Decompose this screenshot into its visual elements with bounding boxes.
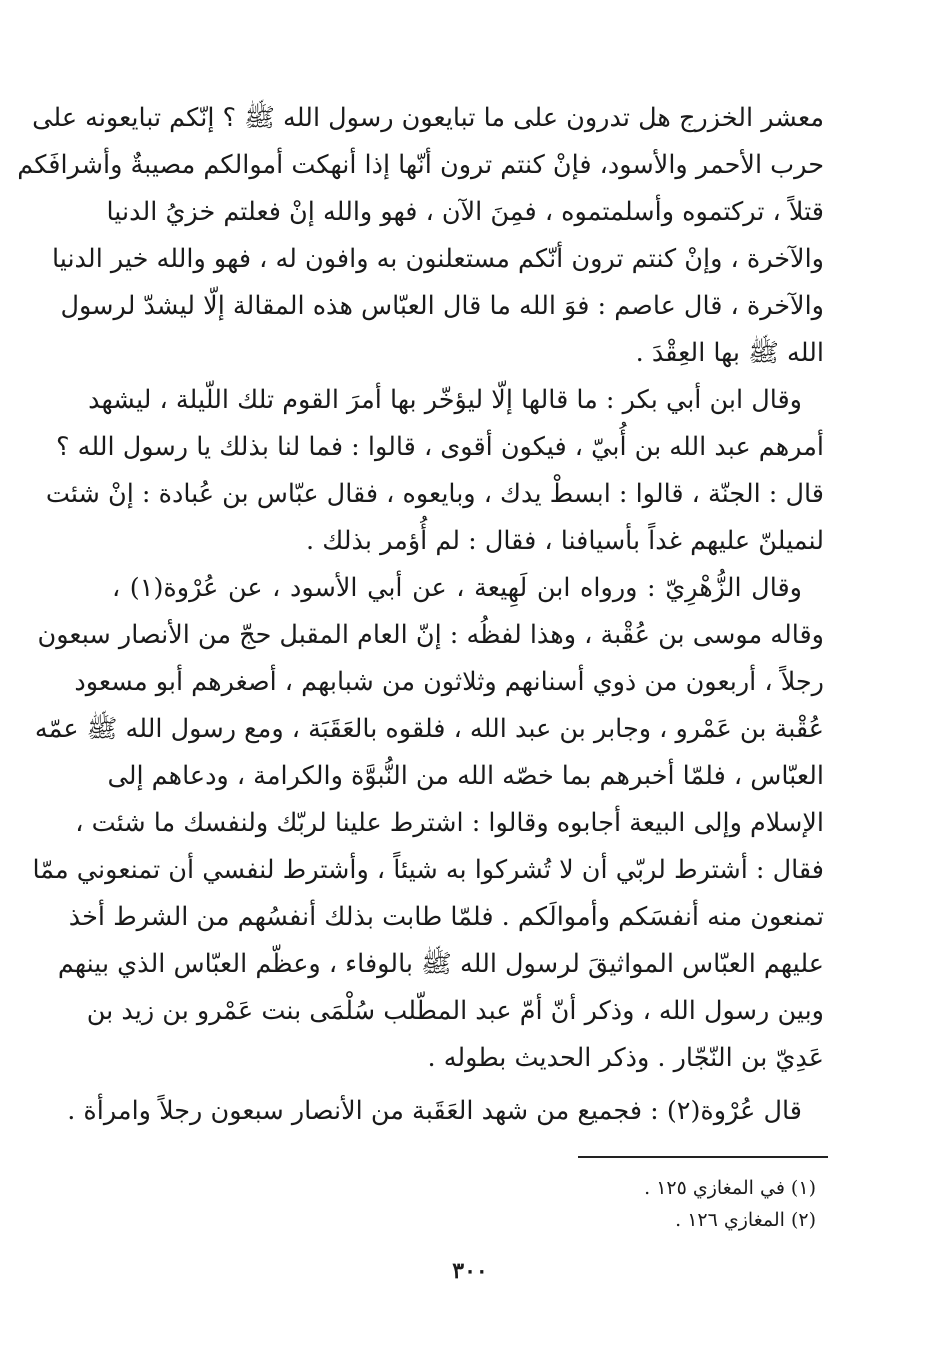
text-line: قتلاً ، تركتموه وأسلمتموه ، فمِنَ الآن ، فهو والله إنْ فعلتم خزيُ الدنيا xyxy=(106,197,824,227)
footnote: (١) في المغازي ١٢٥ . xyxy=(644,1177,816,1199)
text-line: الإسلام وإلى البيعة أجابوه وقالوا : اشترط علينا لربّك ولنفسك ما شئت ، xyxy=(75,808,824,838)
footnotes xyxy=(416,1172,816,1236)
text-line: وقاله موسى بن عُقْبة ، وهذا لفظُه : إنّ العام المقبل حجّ من الأنصار سبعون xyxy=(37,620,824,650)
text-line: الله ﷺ بها العِقْدَ . xyxy=(635,338,824,368)
text-line: العبّاس ، فلمّا أخبرهم بما خصّه الله من النُّبوَّة والكرامة ، ودعاهم إلى xyxy=(107,761,824,791)
main-text xyxy=(17,95,824,1135)
text-line: وقال الزُّهْرِيّ : ورواه ابن لَهِيعة ، عن أبي الأسود ، عن عُرْوة(١) ، xyxy=(112,573,802,603)
text-line: والآخرة ، وإنْ كنتم ترون أنّكم مستعلنون به وافون له ، فهو والله خير الدنيا xyxy=(51,244,824,274)
text-line: رجلاً ، أربعون من ذوي أسنانهم وثلاثون من شبابهم ، أصغرهم أبو مسعود xyxy=(74,667,824,697)
text-line: عُقْبة بن عَمْرو ، وجابر بن عبد الله ، فلقوه بالعَقَبَة ، ومع رسول الله ﷺ عمّه xyxy=(34,714,824,744)
text-line: قال : الجنّة ، قالوا : ابسطْ يدك ، وبايعوه ، فقال عبّاس بن عُبادة : إنْ شئت xyxy=(45,479,824,509)
text-line: تمنعون منه أنفسَكم وأموالَكم . فلمّا طابت بذلك أنفسُهم من الشرط أخذ xyxy=(68,902,824,932)
footnote-divider xyxy=(578,1156,828,1158)
text-line: عليهم العبّاس المواثيقَ لرسول الله ﷺ بالوفاء ، وعظّم العبّاس الذي بينهم xyxy=(57,949,824,979)
text-line: فقال : أشترط لربّي أن لا تُشركوا به شيئاً ، وأشترط لنفسي أن تمنعوني ممّا xyxy=(32,855,824,885)
text-line: وقال ابن أبي بكر : ما قالها إلّا ليؤخّر بها أمرَ القوم تلك اللّيلة ، ليشهد xyxy=(88,385,802,415)
text-line: أمرهم عبد الله بن أُبيّ ، فيكون أقوى ، قالوا : فما لنا بذلك يا رسول الله ؟ xyxy=(56,432,824,462)
text-line: معشر الخزرج هل تدرون على ما تبايعون رسول الله ﷺ ؟ إنّكم تبايعونه على xyxy=(32,103,824,133)
text-line: والآخرة ، قال عاصم : فوَ الله ما قال العبّاس هذه المقالة إلّا ليشدّ لرسول xyxy=(60,291,824,321)
footnote: (٢) المغازي ١٢٦ . xyxy=(675,1209,816,1231)
text-line: لنميلنّ عليهم غداً بأسيافنا ، فقال : لم أُؤمر بذلك . xyxy=(306,526,824,556)
text-line: وبين رسول الله ، وذكر أنّ أمّ عبد المطّلب سُلْمَى بنت عَمْرو بن زيد بن xyxy=(86,996,824,1026)
text-line: قال عُرْوة(٢) : فجميع من شهد العَقَبة من الأنصار سبعون رجلاً وامرأة . xyxy=(67,1096,802,1126)
page-number: ٣٠٠ xyxy=(452,1258,488,1284)
text-line: عَدِيّ بن النّجّار . وذكر الحديث بطوله . xyxy=(427,1043,824,1073)
text-line: حرب الأحمر والأسود، فإنْ كنتم ترون أنّها إذا أنهكت أموالكم مصيبةٌ وأشرافَكم xyxy=(17,150,824,180)
